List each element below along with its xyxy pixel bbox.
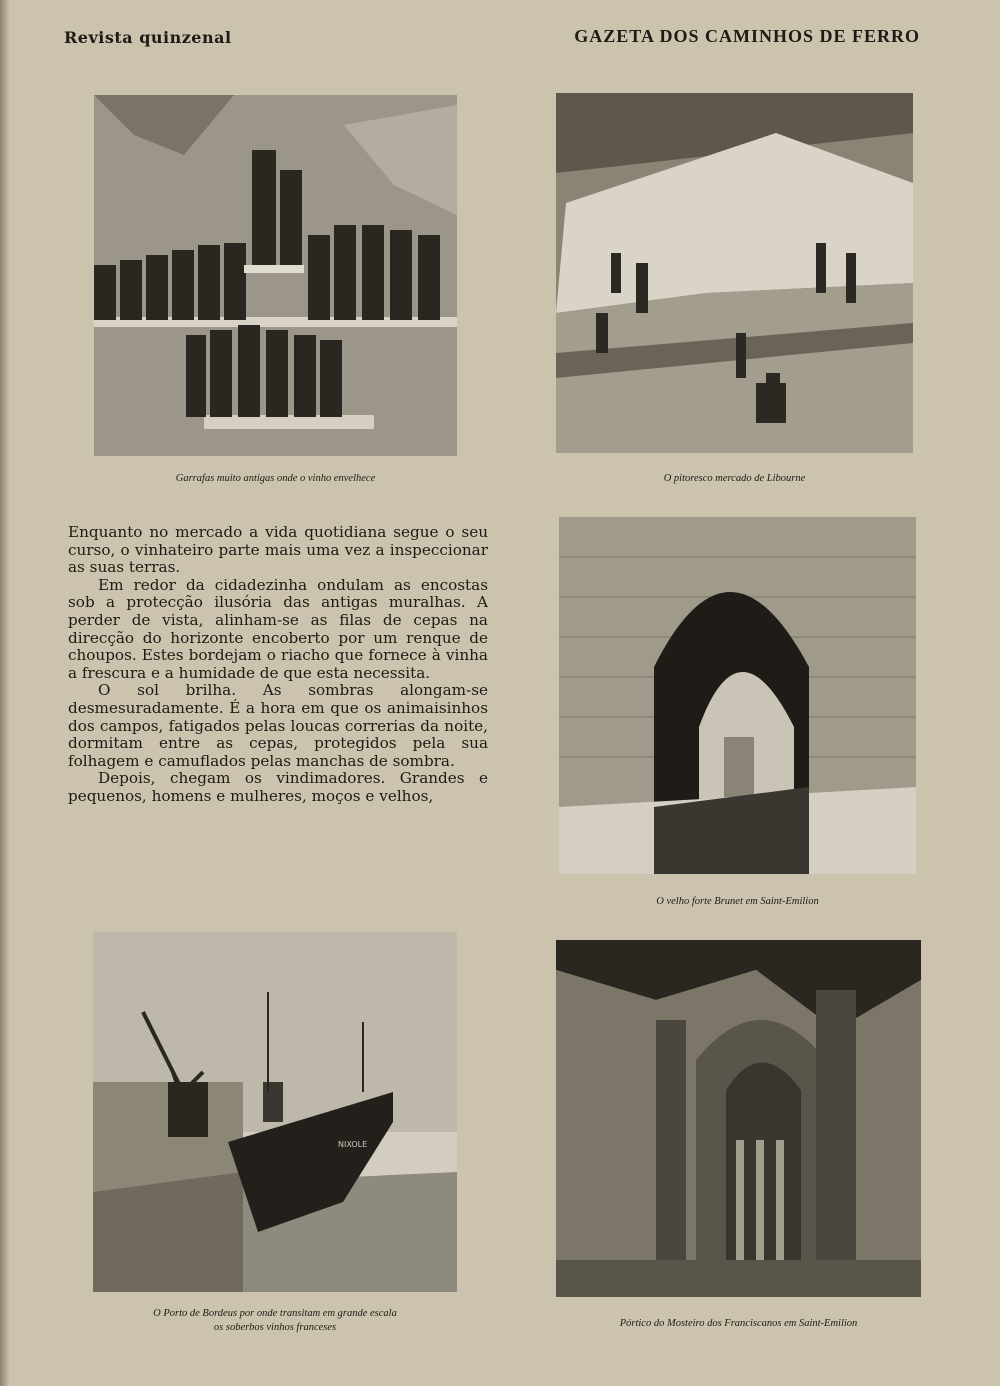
ship-name: NIXOLE xyxy=(338,1140,368,1149)
caption-port xyxy=(93,1307,457,1335)
caption-gate: O velho forte Brunet em Saint-Emilion xyxy=(656,896,819,907)
article-paragraph: O sol brilha. As sombras alongam-se desmesuradamente. É a hora em que os animaisinhos dos campos, fatigados pelas loucas correrias da noite, dormitam entre as cepas, protegidos pela sua folhagem e camuflados pelas manchas de sombra. xyxy=(68,681,488,770)
caption-port-line2: os soberbos vinhos franceses xyxy=(213,1322,337,1333)
caption-monastery: Pórtico do Mosteiro dos Franciscanos em Saint-Emilion xyxy=(619,1318,858,1329)
caption-market: O pitoresco mercado de Libourne xyxy=(663,473,806,484)
photo-gate xyxy=(559,517,916,874)
article-paragraph: Enquanto no mercado a vida quotidiana segue o seu curso, o vinhateiro parte mais uma vez a inspeccionar as suas terras. xyxy=(68,523,488,577)
article-paragraph: Em redor da cidadezinha ondulam as encostas sob a protecção ilusória das antigas muralhas. A perder de vista, alinham-se as filas de cepas na direcção do horizonte encoberto por um renque de choupos. Estes bordejam o riacho que fornece à vinha a frescura e a humidade de que esta necessita. xyxy=(68,575,488,682)
photo-monastery xyxy=(556,940,921,1297)
caption-bottles: Garrafas muito antigas onde o vinho envelhece xyxy=(175,473,376,484)
article-paragraph: Depois, chegam os vindimadores. Grandes e pequenos, homens e mulheres, moços e velhos, xyxy=(68,769,488,805)
publication-frequency: Revista quinzenal xyxy=(64,28,232,47)
publication-title: GAZETA DOS CAMINHOS DE FERRO xyxy=(574,26,920,46)
photo-market xyxy=(556,93,913,453)
caption-port-line1: O Porto de Bordeus por onde transitam em grande escala xyxy=(153,1308,397,1319)
photo-port xyxy=(93,932,457,1292)
photo-bottles xyxy=(94,95,457,456)
page-edge xyxy=(0,0,10,1386)
article-body xyxy=(68,524,488,806)
